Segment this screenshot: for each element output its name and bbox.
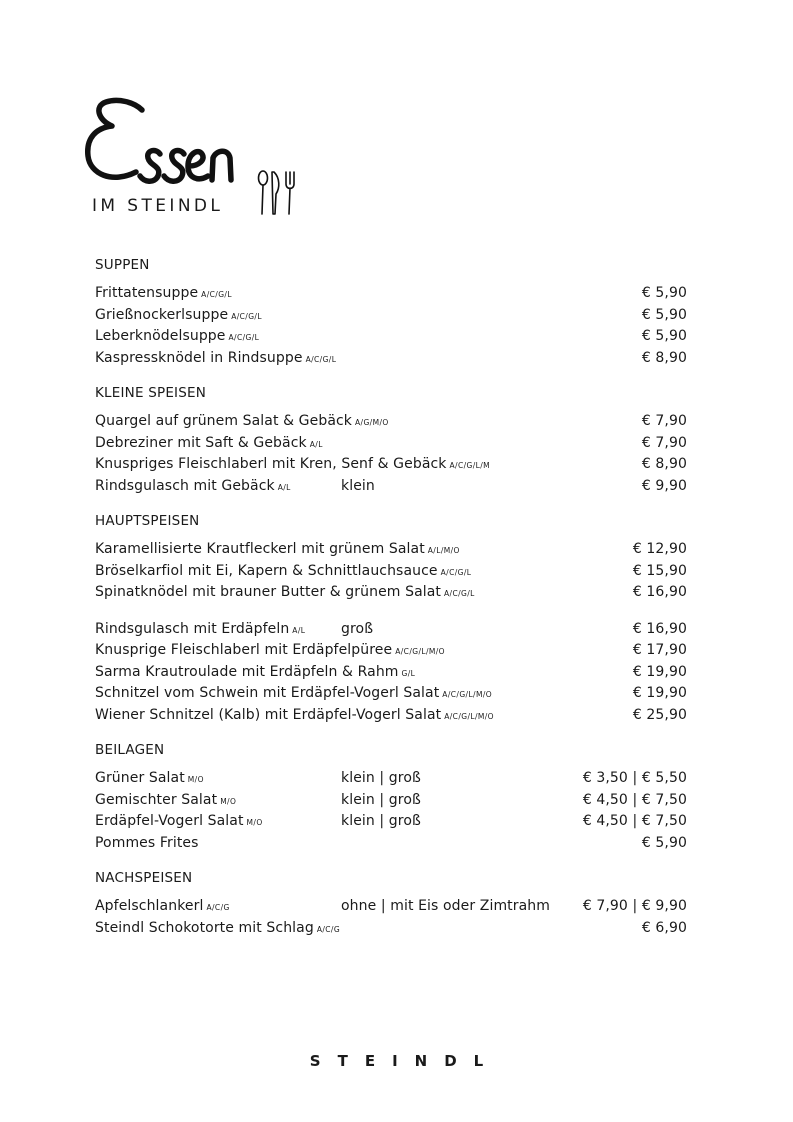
item-allergens: A/L/M/O xyxy=(427,546,460,555)
item-name: Apfelschlankerl xyxy=(95,898,204,914)
menu-item xyxy=(95,476,715,498)
item-name-group xyxy=(95,705,494,728)
item-price: € 6,90 xyxy=(641,919,687,936)
item-size: klein | groß xyxy=(341,791,421,808)
item-name: Grießnockerlsuppe xyxy=(95,306,229,323)
item-name-group xyxy=(95,640,445,663)
item-allergens: M/O xyxy=(187,775,204,784)
menu-item xyxy=(95,305,715,327)
item-name: Frittatensuppe xyxy=(95,285,199,301)
item-allergens: A/C/G/L xyxy=(440,567,472,577)
menu-item xyxy=(95,811,715,833)
item-name-group xyxy=(95,662,415,685)
section-title: HAUPTSPEISEN xyxy=(95,513,200,529)
item-price: € 15,90 xyxy=(632,562,687,579)
item-allergens: A/C/G/L/M/O xyxy=(442,690,493,699)
item-price: € 5,90 xyxy=(641,328,687,344)
item-name: Rindsgulasch mit Gebäck xyxy=(95,477,275,494)
menu-item xyxy=(95,582,715,604)
item-allergens: M/O xyxy=(220,796,237,806)
item-allergens: A/L xyxy=(309,439,323,449)
item-name: Sarma Krautroulade mit Erdäpfeln & Rahm xyxy=(95,663,399,680)
menu-item xyxy=(95,348,715,370)
menu-item xyxy=(95,918,715,940)
item-price: € 4,50 | € 7,50 xyxy=(582,813,687,829)
item-allergens: A/L xyxy=(277,482,291,492)
item-name: Knusprige Fleischlaberl mit Erdäpfelpüree xyxy=(95,642,393,658)
item-allergens: A/C/G/L xyxy=(305,354,337,364)
fork-knife-spoon-icon xyxy=(254,168,300,218)
item-name-group xyxy=(95,305,262,328)
menu-section xyxy=(95,383,715,497)
menu-section xyxy=(95,868,715,939)
item-name: Debreziner mit Saft & Gebäck xyxy=(95,434,307,451)
menu-item xyxy=(95,662,715,684)
item-name-group xyxy=(95,833,199,855)
item-name-group xyxy=(95,326,259,349)
item-allergens: M/O xyxy=(246,818,263,827)
item-size: ohne | mit Eis oder Zimtrahm xyxy=(341,898,551,914)
item-name: Rindsgulasch mit Erdäpfeln xyxy=(95,620,290,637)
item-name: Wiener Schnitzel (Kalb) mit Erdäpfel-Vogerl Salat xyxy=(95,706,442,723)
item-price: € 19,90 xyxy=(632,685,687,701)
item-name-group xyxy=(95,283,232,306)
section-title: NACHSPEISEN xyxy=(95,870,193,886)
menu-item xyxy=(95,896,715,918)
item-name: Spinatknödel mit brauner Butter & grünem Salat xyxy=(95,584,441,600)
menu-item xyxy=(95,833,715,855)
item-name: Bröselkarfiol mit Ei, Kapern & Schnittlauchsauce xyxy=(95,562,438,579)
item-name: Leberknödelsuppe xyxy=(95,328,226,344)
essen-script-logo xyxy=(82,96,242,191)
item-name-group xyxy=(95,561,471,584)
item-size: groß xyxy=(341,620,374,637)
menu-item xyxy=(95,411,715,433)
menu-item xyxy=(95,619,715,641)
item-name-group xyxy=(95,918,340,941)
item-allergens: A/C/G/L/M xyxy=(449,461,491,470)
item-price: € 9,90 xyxy=(641,477,687,494)
item-allergens: A/C/G/L/M/O xyxy=(444,711,494,721)
item-allergens: A/C/G/L xyxy=(201,290,232,299)
menu-item xyxy=(95,326,715,348)
menu-item xyxy=(95,561,715,583)
item-allergens: A/L xyxy=(292,625,306,635)
item-allergens: A/G/M/O xyxy=(355,418,389,427)
item-price: € 8,90 xyxy=(641,349,687,366)
item-name: Erdäpfel-Vogerl Salat xyxy=(95,813,244,829)
section-title: KLEINE SPEISEN xyxy=(95,385,207,401)
item-name-group xyxy=(95,582,475,605)
item-name: Steindl Schokotorte mit Schlag xyxy=(95,919,314,936)
menu-item xyxy=(95,433,715,455)
item-price: € 3,50 | € 5,50 xyxy=(582,770,687,786)
item-price: € 7,90 | € 9,90 xyxy=(582,898,687,914)
item-name-group xyxy=(95,433,323,456)
item-name-group xyxy=(95,683,492,706)
item-name-group xyxy=(95,454,490,477)
item-allergens: A/C/G xyxy=(206,903,230,912)
item-size: klein xyxy=(341,477,375,494)
item-name: Pommes Frites xyxy=(95,834,199,851)
menu-section xyxy=(95,511,715,726)
item-name-group xyxy=(95,811,263,834)
item-allergens: A/C/G/L/M/O xyxy=(395,647,445,656)
item-name: Quargel auf grünem Salat & Gebäck xyxy=(95,413,353,429)
menu-item xyxy=(95,539,715,561)
item-price: € 25,90 xyxy=(632,706,687,723)
item-allergens: G/L xyxy=(401,668,416,678)
menu-item xyxy=(95,454,715,476)
item-price: € 5,90 xyxy=(641,306,687,323)
item-price: € 19,90 xyxy=(632,663,687,680)
item-price: € 7,90 xyxy=(641,413,687,429)
item-price: € 7,90 xyxy=(641,434,687,451)
item-name-group xyxy=(95,896,230,919)
menu-item xyxy=(95,790,715,812)
item-price: € 5,90 xyxy=(641,834,687,851)
item-price: € 17,90 xyxy=(632,642,687,658)
item-name: Kaspressknödel in Rindsuppe xyxy=(95,349,303,366)
item-allergens: A/C/G/L xyxy=(444,589,475,598)
item-size: klein | groß xyxy=(341,770,421,786)
item-name-group xyxy=(95,790,236,813)
item-name-group xyxy=(95,768,204,791)
footer-brand: STEINDL xyxy=(309,1052,501,1070)
menu-item xyxy=(95,683,715,705)
item-name: Schnitzel vom Schwein mit Erdäpfel-Vogerl Salat xyxy=(95,685,440,701)
logo-subtitle: IM STEINDL xyxy=(92,196,224,216)
menu-item xyxy=(95,768,715,790)
item-price: € 8,90 xyxy=(641,456,687,472)
item-price: € 4,50 | € 7,50 xyxy=(582,791,687,808)
item-size: klein | groß xyxy=(341,813,421,829)
item-name-group xyxy=(95,476,291,499)
item-name-group xyxy=(95,619,305,642)
item-name-group xyxy=(95,539,460,562)
item-allergens: A/C/G/L xyxy=(231,311,262,321)
item-name-group xyxy=(95,411,389,434)
menu xyxy=(95,255,715,953)
item-allergens: A/C/G xyxy=(316,924,341,934)
item-allergens: A/C/G/L xyxy=(228,333,260,342)
section-title: BEILAGEN xyxy=(95,742,165,758)
logo xyxy=(82,96,312,221)
menu-item xyxy=(95,705,715,727)
section-title: SUPPEN xyxy=(95,257,150,273)
menu-item xyxy=(95,640,715,662)
menu-item xyxy=(95,283,715,305)
item-name: Karamellisierte Krautfleckerl mit grünem Salat xyxy=(95,541,425,557)
item-price: € 5,90 xyxy=(641,285,687,301)
item-price: € 16,90 xyxy=(632,620,687,637)
item-name: Grüner Salat xyxy=(95,770,185,786)
item-price: € 12,90 xyxy=(632,541,687,557)
menu-section xyxy=(95,740,715,854)
item-name: Knuspriges Fleischlaberl mit Kren, Senf & Gebäck xyxy=(95,456,447,472)
menu-section xyxy=(95,255,715,369)
item-price: € 16,90 xyxy=(632,584,687,600)
item-name: Gemischter Salat xyxy=(95,791,218,808)
item-name-group xyxy=(95,348,336,371)
